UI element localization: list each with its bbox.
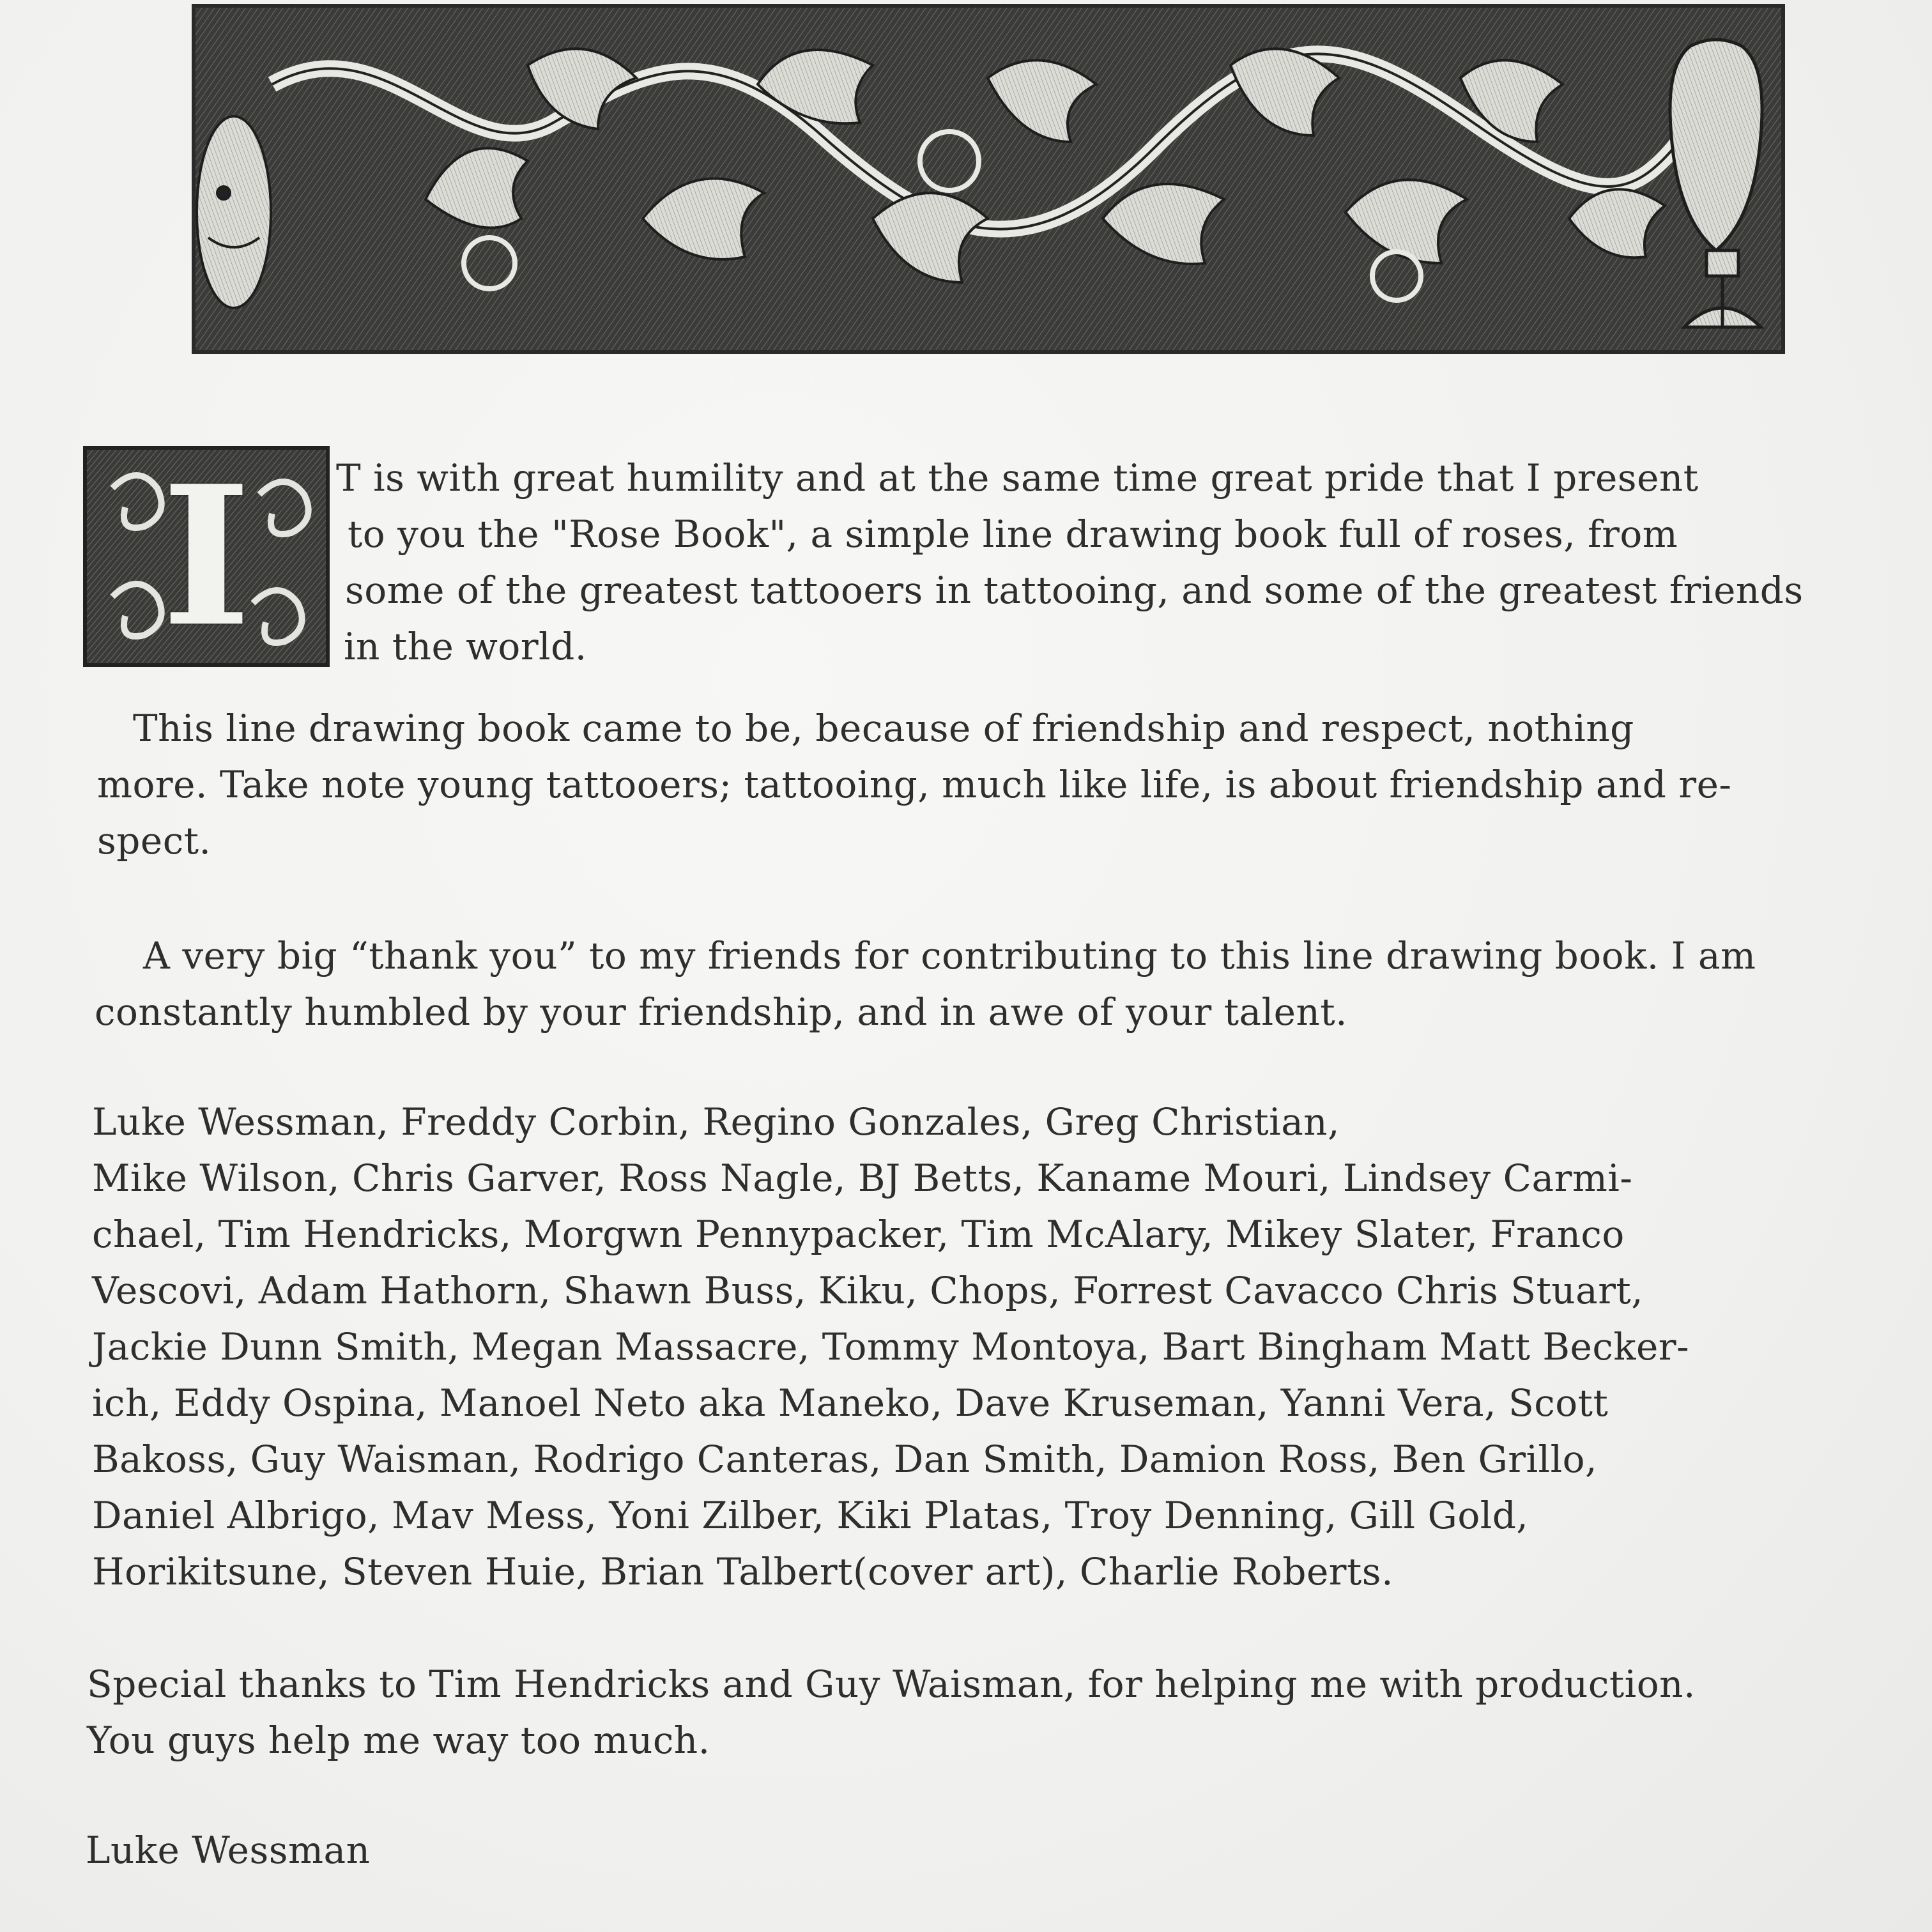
thank-you-paragraph <box>95 928 1756 1040</box>
intro-line-4: in the world. <box>344 625 587 668</box>
friendship-paragraph <box>97 700 1732 869</box>
intro-line-3: some of the greatest tattooers in tattooing, and some of the greatest friends <box>345 569 1804 612</box>
contributors-line-1: Luke Wessman, Freddy Corbin, Regino Gonzales, Greg Christian, <box>92 1100 1340 1144</box>
contributors-list <box>92 1094 1689 1600</box>
contributors-line-8: Daniel Albrigo, Mav Mess, Yoni Zilber, Kiki Platas, Troy Denning, Gill Gold, <box>92 1494 1529 1537</box>
contributors-line-3: chael, Tim Hendricks, Morgwn Pennypacker, Tim McAlary, Mikey Slater, Franco <box>92 1213 1625 1256</box>
contributors-line-2: Mike Wilson, Chris Garver, Ross Nagle, BJ Betts, Kaname Mouri, Lindsey Carmi- <box>92 1156 1633 1200</box>
special-thanks-line-2: You guys help me way too much. <box>87 1719 710 1762</box>
p2-line-2: more. Take note young tattooers; tattooing, much like life, is about friendship and re- <box>97 763 1732 806</box>
drop-cap-letter: I <box>161 446 252 667</box>
contributors-line-5: Jackie Dunn Smith, Megan Massacre, Tommy Montoya, Bart Bingham Matt Becker- <box>92 1325 1690 1368</box>
grotesque-mask <box>197 116 271 308</box>
intro-paragraph <box>336 450 1804 675</box>
decorated-drop-cap <box>83 446 330 667</box>
contributors-line-7: Bakoss, Guy Waisman, Rodrigo Canteras, Dan Smith, Damion Ross, Ben Grillo, <box>92 1438 1598 1481</box>
p2-line-3: spect. <box>97 819 211 862</box>
acanthus-scroll-engraving <box>195 8 1781 350</box>
contributors-line-4: Vescovi, Adam Hathorn, Shawn Buss, Kiku, Chops, Forrest Cavacco Chris Stuart, <box>92 1269 1644 1312</box>
intro-line-2: to you the "Rose Book", a simple line drawing book full of roses, from <box>348 512 1678 556</box>
ornamental-banner <box>192 4 1785 354</box>
p2-line-1: This line drawing book came to be, because of friendship and respect, nothing <box>133 707 1634 750</box>
signature: Luke Wessman <box>86 1828 371 1872</box>
p3-line-2: constantly humbled by your friendship, and in awe of your talent. <box>95 990 1348 1034</box>
contributors-line-6: ich, Eddy Ospina, Manoel Neto aka Maneko, Dave Kruseman, Yanni Vera, Scott <box>92 1381 1609 1425</box>
special-thanks-paragraph <box>87 1656 1696 1768</box>
special-thanks-line-1: Special thanks to Tim Hendricks and Guy Waisman, for helping me with production. <box>87 1662 1696 1706</box>
intro-line-1: T is with great humility and at the same time great pride that I present <box>336 456 1699 500</box>
contributors-line-9: Horikitsune, Steven Huie, Brian Talbert(cover art), Charlie Roberts. <box>92 1550 1394 1593</box>
p3-line-1: A very big “thank you” to my friends for contributing to this line drawing book. I am <box>143 934 1756 977</box>
